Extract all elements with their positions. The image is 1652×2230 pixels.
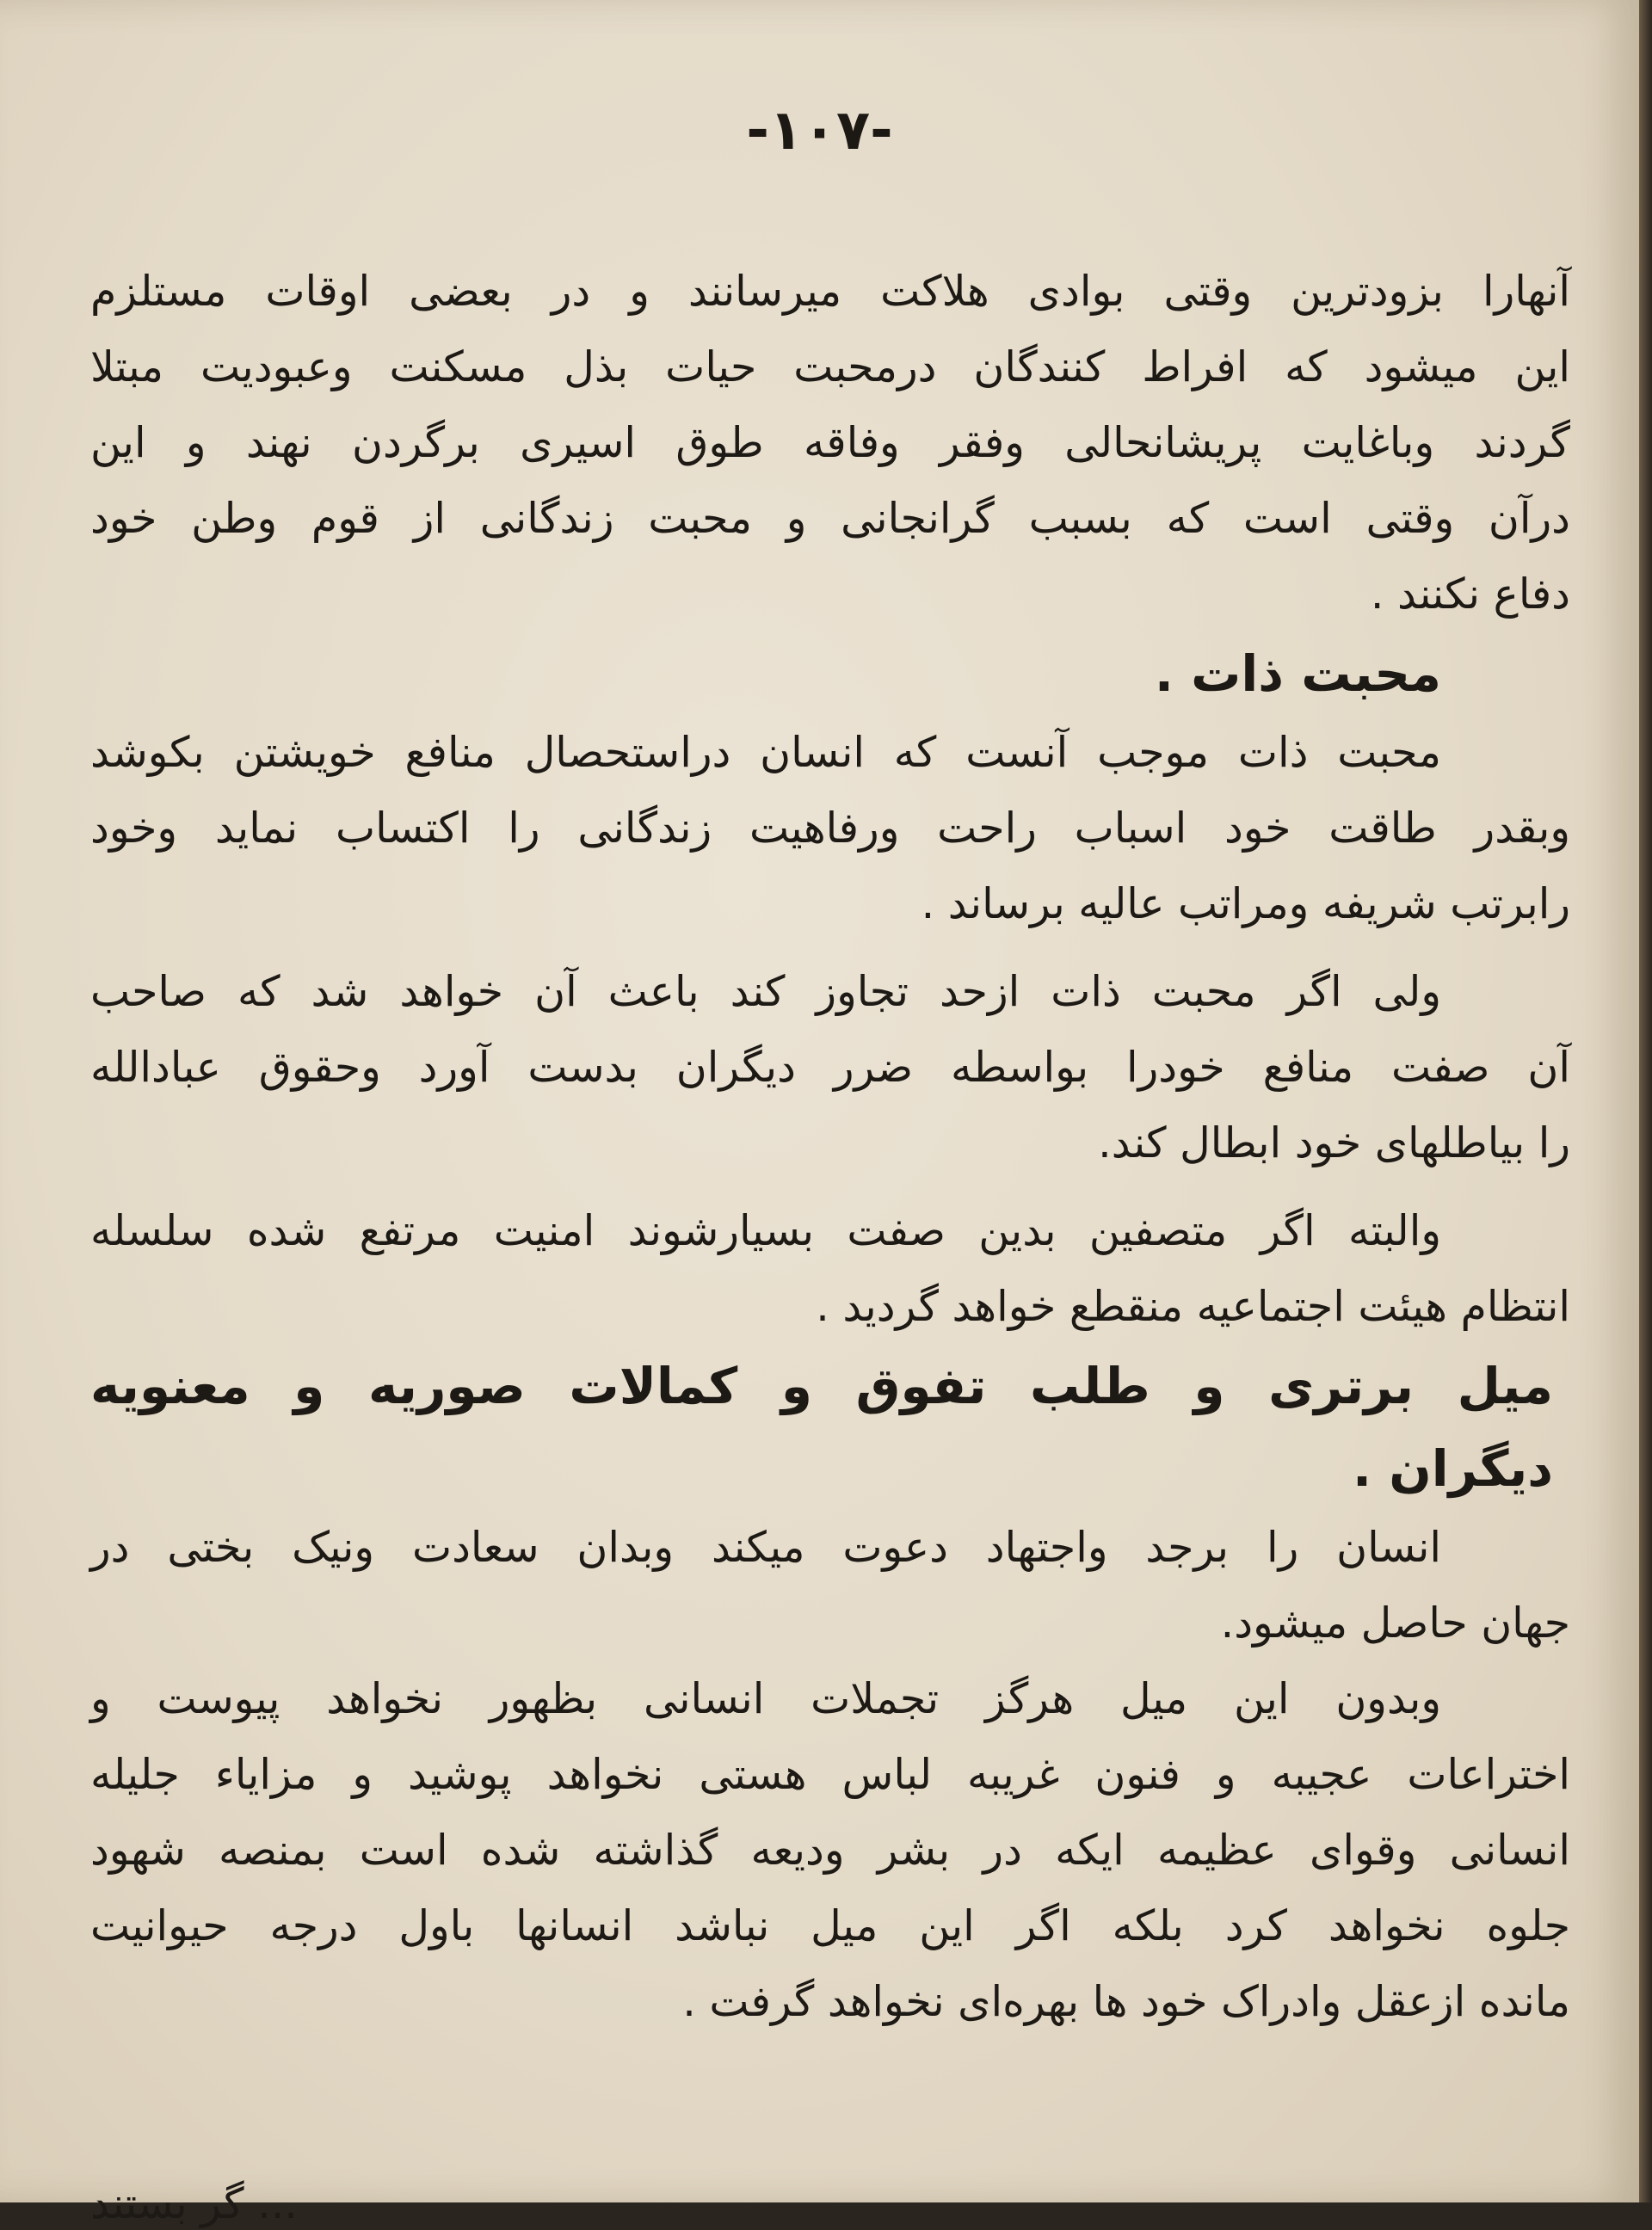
paragraph-last-line: جهان حاصل میشود. [1220, 1599, 1570, 1648]
paragraph-first-line: محبت ذات موجب آنست که انسان دراستحصال منافع خویشتن بکوشد [90, 728, 1441, 777]
page-text [90, 254, 1570, 2040]
paragraph-first-line: ولی اگر محبت ذات ازحد تجاوز کند باعث آن خواهد شد که صاحب [90, 967, 1441, 1016]
paragraph-last-line: را بیاطلهای خود ابطال کند. [1098, 1118, 1570, 1167]
section-heading: میل برتری و طلب تفوق و کمالات صوریه و معنویه [90, 1357, 1553, 1415]
section-heading: محبت ذات . [1154, 644, 1441, 703]
cut-off-line: ... گر بستند [90, 2179, 298, 2228]
paragraph-last-line: انتظام هیئت اجتماعیه منقطع خواهد گردید . [816, 1282, 1570, 1331]
paragraph-last-line: رابرتب شریفه ومراتب عالیه برساند . [921, 879, 1570, 928]
paragraph-first-line: انسان را برجد واجتهاد دعوت میکند وبدان سعادت ونیک بختی در [90, 1523, 1441, 1572]
text-line: آن صفت منافع خودرا بواسطه ضرر دیگران بدست آورد وحقوق عبادالله [90, 1043, 1570, 1092]
text-line: آنهارا بزودترین وقتی بوادی هلاکت میرسانند و در بعضی اوقات مستلزم [90, 267, 1570, 316]
text-line: گردند وباغایت پریشانحالی وفقر وفاقه طوق اسیری برگردن نهند و این [90, 418, 1570, 467]
page-number: -۱۰۷- [746, 99, 893, 163]
paragraph-first-line: والبته اگر متصفین بدین صفت بسیارشوند امنیت مرتفع شده سلسله [90, 1206, 1441, 1255]
section-heading-continued: دیگران . [1353, 1439, 1553, 1498]
page-edge [1639, 0, 1652, 2202]
text-line: وبقدر طاقت خود اسباب راحت ورفاهیت زندگانی را اکتساب نماید وخود [90, 804, 1570, 853]
paragraph-last-line: دفاع نکنند . [1370, 570, 1570, 619]
text-line: جلوه نخواهد کرد بلکه اگر این میل نباشد انسانها باول درجه حیوانیت [90, 1901, 1570, 1950]
text-line: درآن وقتی است که بسبب گرانجانی و محبت زندگانی از قوم وطن خود [90, 494, 1570, 543]
text-line: این میشود که افراط کنندگان درمحبت حیات بذل مسکنت وعبودیت مبتلا [90, 342, 1570, 391]
paragraph-last-line: مانده ازعقل وادراک خود ها بهره‌ای نخواهد گرفت . [682, 1977, 1570, 2026]
paragraph-gap [90, 1181, 1570, 1193]
paragraph-gap [90, 942, 1570, 954]
paragraph-first-line: وبدون این میل هرگز تجملات انسانی بظهور نخواهد پیوست و [90, 1674, 1441, 1723]
text-line: اختراعات عجیبه و فنون غریبه لباس هستی نخواهد پوشید و مزایاء جلیله [90, 1750, 1570, 1799]
text-line: انسانی وقوای عظیمه ایکه در بشر ودیعه گذاشته شده است بمنصه شهود [90, 1826, 1570, 1875]
